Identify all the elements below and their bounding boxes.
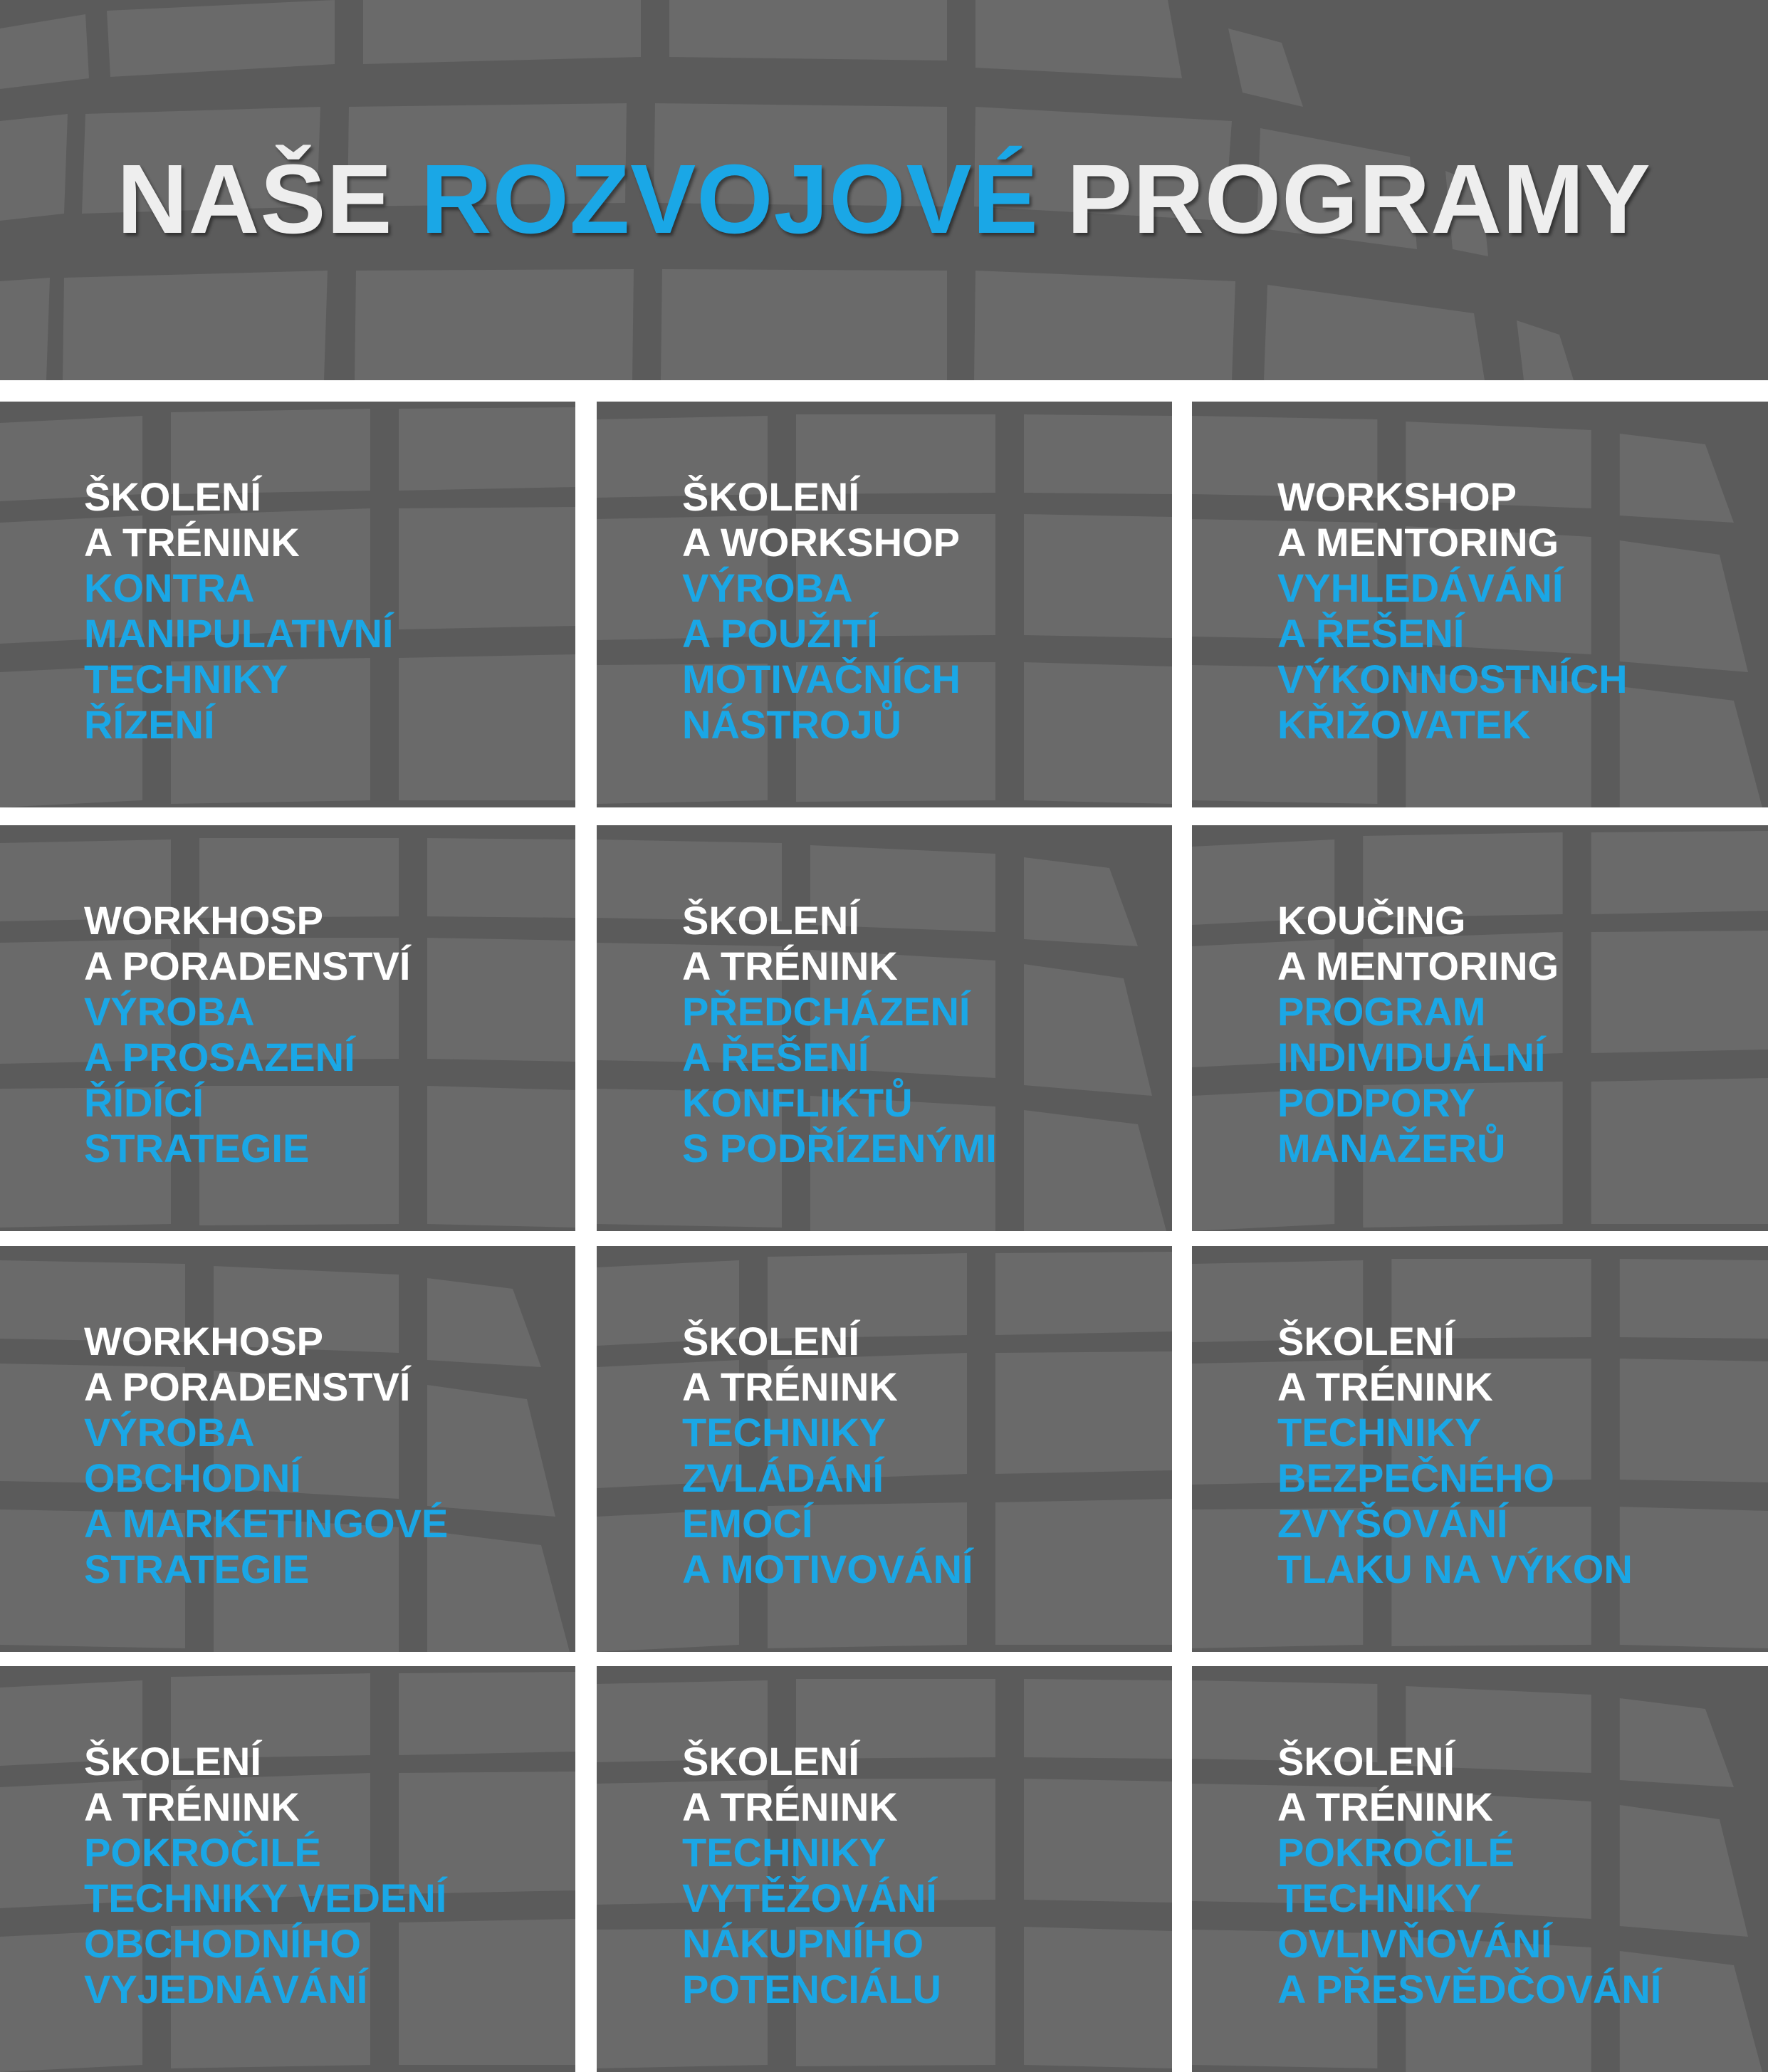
program-card [0,1246,575,1652]
program-topic-line: ŘÍZENÍ [84,702,215,747]
program-type-line: ŠKOLENÍ [1277,1739,1455,1784]
program-topic-line: TECHNIKY [1277,1410,1482,1455]
title-accent: ROZVOJOVÉ [420,145,1039,254]
program-topic-line: MANIPULATIVNÍ [84,611,394,656]
program-topic-line: VYHLEDÁVÁNÍ [1277,565,1564,610]
program-topic-line: VÝKONNOSTNÍCH [1277,656,1628,701]
program-topic-line: A MARKETINGOVÉ [84,1501,449,1546]
program-card-text [682,474,961,748]
program-type-line: A TRÉNINK [84,1784,300,1829]
program-type-line: KOUČING [1277,898,1466,943]
program-topic-line: POKROČILÉ [1277,1830,1515,1875]
program-type-line: A WORKSHOP [682,520,960,565]
title-prefix: NAŠE [117,145,393,254]
program-type-line: ŠKOLENÍ [1277,1319,1455,1364]
program-card [0,402,575,807]
page-title [0,146,1768,253]
program-topic-line: OBCHODNÍHO [84,1921,361,1966]
program-type-line: A TRÉNINK [1277,1364,1493,1409]
program-topic-line: TECHNIKY [1277,1875,1482,1920]
program-topic-line: KONTRA [84,565,255,610]
program-topic-line: INDIVIDUÁLNÍ [1277,1035,1546,1079]
program-card [1192,1666,1768,2072]
program-card-text [1277,1319,1633,1592]
program-card-text [84,898,410,1171]
program-type-line: A TRÉNINK [682,943,898,988]
program-topic-line: STRATEGIE [84,1547,310,1591]
program-topic-line: VÝROBA [84,1410,255,1455]
program-type-line: ŠKOLENÍ [84,1739,261,1784]
program-topic-line: OBCHODNÍ [84,1455,301,1500]
program-card-text [84,1319,448,1592]
program-topic-line: VYTĚŽOVÁNÍ [682,1875,937,1920]
program-topic-line: POTENCIÁLU [682,1967,941,2011]
program-topic-line: A ŘEŠENÍ [1277,611,1465,656]
program-topic-line: A MOTIVOVÁNÍ [682,1547,973,1591]
program-topic-line: TECHNIKY [84,656,288,701]
program-topic-line: VÝROBA [84,989,255,1034]
program-card-text [1277,474,1628,748]
program-type-line: ŠKOLENÍ [682,474,859,519]
program-card [0,1666,575,2072]
program-card [597,1246,1172,1652]
program-topic-line: KONFLIKTŮ [682,1080,913,1125]
program-topic-line: KŘIŽOVATEK [1277,702,1531,747]
program-topic-line: POKROČILÉ [84,1830,321,1875]
program-card-text [682,1319,973,1592]
program-type-line: A TRÉNINK [84,520,300,565]
program-topic-line: BEZPEČNÉHO [1277,1455,1554,1500]
program-type-line: A MENTORING [1277,520,1559,565]
program-topic-line: EMOCÍ [682,1501,813,1546]
program-topic-line: PODPORY [1277,1080,1475,1125]
program-topic-line: OVLIVŇOVÁNÍ [1277,1921,1552,1966]
program-topic-line: A PŘESVĚDČOVÁNÍ [1277,1967,1662,2011]
program-type-line: ŠKOLENÍ [682,898,859,943]
program-type-line: A TRÉNINK [682,1364,898,1409]
program-card-text [1277,1739,1661,2012]
program-topic-line: NÁKUPNÍHO [682,1921,924,1966]
title-suffix: PROGRAMY [1067,145,1651,254]
program-type-line: WORKSHOP [1277,474,1517,519]
program-topic-line: MOTIVAČNÍCH [682,656,961,701]
program-type-line: ŠKOLENÍ [682,1319,859,1364]
program-type-line: ŠKOLENÍ [84,474,261,519]
program-card [1192,825,1768,1231]
program-card [0,825,575,1231]
program-type-line: A TRÉNINK [1277,1784,1493,1829]
program-card [1192,1246,1768,1652]
program-type-line: ŠKOLENÍ [682,1739,859,1784]
program-type-line: WORKHOSP [84,1319,323,1364]
program-topic-line: TLAKU NA VÝKON [1277,1547,1633,1591]
program-card [597,1666,1172,2072]
program-type-line: A PORADENSTVÍ [84,943,411,988]
program-type-line: A MENTORING [1277,943,1559,988]
program-topic-line: A ŘEŠENÍ [682,1035,869,1079]
program-type-line: WORKHOSP [84,898,323,943]
program-topic-line: A PROSAZENÍ [84,1035,355,1079]
program-card [597,825,1172,1231]
program-card [597,402,1172,807]
program-topic-line: NÁSTROJŮ [682,702,902,747]
program-card-text [682,1739,941,2012]
header-banner [0,0,1768,380]
program-topic-line: PŘEDCHÁZENÍ [682,989,971,1034]
program-topic-line: PROGRAM [1277,989,1486,1034]
program-topic-line: A POUŽITÍ [682,611,878,656]
program-card-text [1277,898,1559,1171]
program-type-line: A TRÉNINK [682,1784,898,1829]
program-topic-line: ZVYŠOVÁNÍ [1277,1501,1508,1546]
program-type-line: A PORADENSTVÍ [84,1364,411,1409]
program-topic-line: STRATEGIE [84,1126,310,1171]
program-topic-line: ZVLÁDÁNÍ [682,1455,884,1500]
program-topic-line: TECHNIKY VEDENÍ [84,1875,447,1920]
program-card-text [84,474,394,748]
program-card-text [682,898,997,1171]
program-topic-line: TECHNIKY [682,1410,886,1455]
program-topic-line: S PODŘÍZENÝMI [682,1126,997,1171]
program-card [1192,402,1768,807]
program-topic-line: TECHNIKY [682,1830,886,1875]
program-topic-line: MANAŽERŮ [1277,1126,1506,1171]
program-topic-line: ŘÍDÍCÍ [84,1080,204,1125]
program-topic-line: VYJEDNÁVÁNÍ [84,1967,368,2011]
program-card-text [84,1739,446,2012]
program-topic-line: VÝROBA [682,565,853,610]
